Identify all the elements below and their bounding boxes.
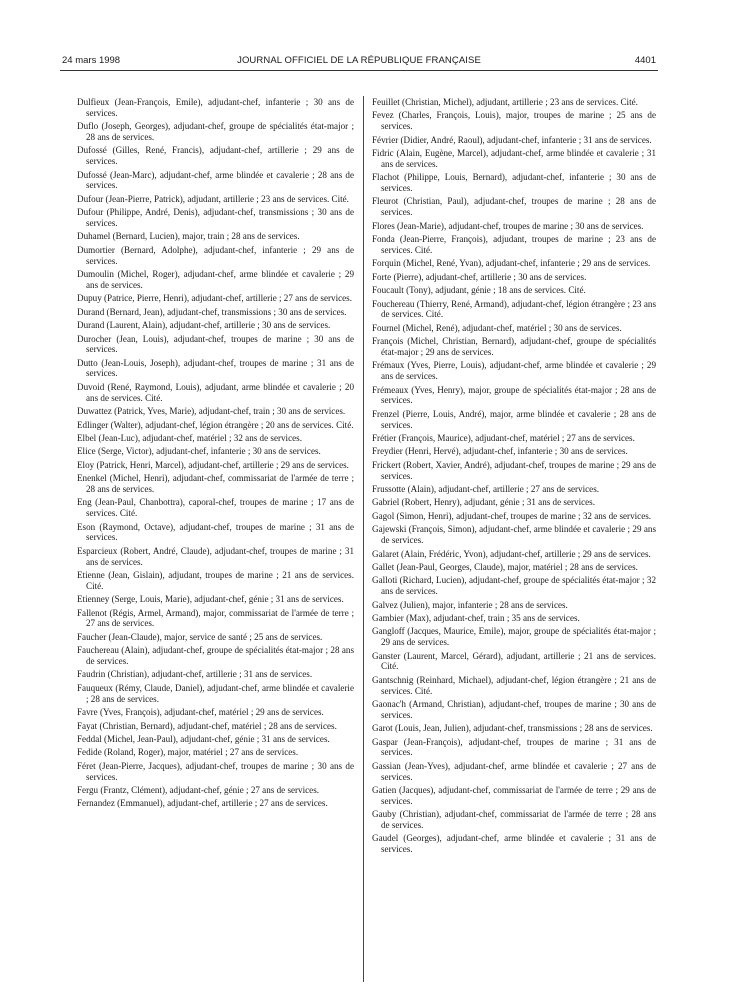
list-item: Fauchereau (Alain), adjudant-chef, groupe de spécialités état-major ; 28 ans de services. [77,645,354,666]
list-item: Elice (Serge, Victor), adjudant-chef, infanterie ; 30 ans de services. [77,446,321,457]
list-item: Garot (Louis, Jean, Julien), adjudant-chef, transmissions ; 28 ans de services. [372,723,653,734]
list-item: Durocher (Jean, Louis), adjudant-chef, troupes de marine ; 30 ans de services. [77,333,354,355]
list-item: Fergu (Frantz, Clément), adjudant-chef, génie ; 27 ans de services. [77,785,320,795]
list-item: François (Michel, Christian, Bernard), adjudant-chef, groupe de spécialités état-major ; 29 ans de services. [372,336,656,357]
list-item: Fernandez (Emmanuel), adjudant-chef, artillerie ; 27 ans de services. [77,798,328,809]
list-item: Duvoid (René, Raymond, Louis), adjudant, arme blindée et cavalerie ; 20 ans de services. Cité. [77,381,354,403]
list-item: Dufossé (Gilles, René, Francis), adjudant-chef, artillerie ; 29 ans de services. [77,145,354,167]
list-item: Frenzel (Pierre, Louis, André), major, arme blindée et cavalerie ; 28 ans de services. [372,408,656,430]
list-item: Galloti (Richard, Lucien), adjudant-chef, groupe de spécialités état-major ; 32 ans de services. [372,575,656,597]
list-item: Forquin (Michel, René, Yvan), adjudant-chef, infanterie ; 29 ans de services. [372,258,651,269]
list-item: Fayat (Christian, Bernard), adjudant-chef, matériel ; 28 ans de services. [77,720,337,731]
list-item: Elbel (Jean-Luc), adjudant-chef, matériel ; 32 ans de services. [77,432,302,443]
list-item: Ganster (Laurent, Marcel, Gérard), adjudant, artillerie ; 21 ans de services. Cité. [372,650,656,672]
list-item: Durand (Laurent, Alain), adjudant-chef, artillerie ; 30 ans de services. [77,320,331,331]
list-item: Foucault (Tony), adjudant, génie ; 18 ans de services. Cité. [372,285,586,296]
list-item: Gaspar (Jean-François), adjudant-chef, troupes de marine ; 31 ans de services. [372,736,656,758]
list-item: Frétier (François, Maurice), adjudant-chef, matériel ; 27 ans de services. [372,432,635,443]
list-item: Gambier (Max), adjudant-chef, train ; 35 ans de services. [372,613,580,623]
right-column [372,97,656,858]
list-item: Durand (Bernard, Jean), adjudant-chef, transmissions ; 30 ans de services. [77,306,347,317]
list-item: Fallenot (Régis, Armel, Armand), major, commissariat de l'armée de terre ; 27 ans de services. [77,607,354,629]
list-item: Dulfieux (Jean-François, Emile), adjudant-chef, infanterie ; 30 ans de services. [77,97,354,118]
list-item: Février (Didier, André, Raoul), adjudant-chef, infanterie ; 31 ans de services. [372,134,652,145]
list-item: Gajewski (François, Simon), adjudant-chef, arme blindée et cavalerie ; 29 ans de services. [372,524,656,546]
header-date: 24 mars 1998 [62,55,121,66]
list-item: Fevez (Charles, François, Louis), major, troupes de marine ; 25 ans de services. [372,110,656,132]
list-item: Dufour (Jean-Pierre, Patrick), adjudant, artillerie ; 23 ans de services. Cité. [77,193,349,204]
list-item: Duhamel (Bernard, Lucien), major, train ; 28 ans de services. [77,231,300,242]
list-item: Gallet (Jean-Paul, Georges, Claude), major, matériel ; 28 ans de services. [372,561,638,572]
list-item: Feddal (Michel, Jean-Paul), adjudant-chef, génie ; 31 ans de services. [77,733,330,744]
list-item: Faudrin (Christian), adjudant-chef, artillerie ; 31 ans de services. [77,669,313,680]
list-item: Fouchereau (Thierry, René, Armand), adjudant-chef, légion étrangère ; 23 ans de services. Cité. [372,298,656,320]
list-item: Etienney (Serge, Louis, Marie), adjudant-chef, génie ; 31 ans de services. [77,594,344,605]
list-item: Flachot (Philippe, Louis, Bernard), adjudant-chef, infanterie ; 30 ans de services. [372,172,656,193]
list-item: Favre (Yves, François), adjudant-chef, matériel ; 29 ans de services. [77,707,324,718]
list-item: Gagol (Simon, Henri), adjudant-chef, troupes de marine ; 32 ans de services. [372,510,652,521]
list-item: Frussotte (Alain), adjudant-chef, artillerie ; 27 ans de services. [372,484,600,494]
column-divider [363,96,364,982]
list-item: Dupuy (Patrice, Pierre, Henri), adjudant-chef, artillerie ; 27 ans de services. [77,293,352,304]
list-item: Edlinger (Walter), adjudant-chef, légion étrangère ; 20 ans de services. Cité. [77,419,354,430]
page-header [62,55,656,69]
list-item: Eloy (Patrick, Henri, Marcel), adjudant-chef, artillerie ; 29 ans de services. [77,459,349,470]
list-item: Dumortier (Bernard, Adolphe), adjudant-chef, infanterie ; 29 ans de services. [77,244,354,266]
list-item: Enenkel (Michel, Henri), adjudant-chef, commissariat de l'armée de terre ; 28 ans de services. [77,473,354,494]
list-item: Gatien (Jacques), adjudant-chef, commissariat de l'armée de terre ; 29 ans de services. [372,785,656,806]
header-rule [60,70,658,71]
list-item: Dufossé (Jean-Marc), adjudant-chef, arme blindée et cavalerie ; 28 ans de services. [77,169,354,191]
list-item: Galaret (Alain, Frédéric, Yvon), adjudant-chef, artillerie ; 29 ans de services. [372,548,651,559]
journal-title: JOURNAL OFFICIEL DE LA RÉPUBLIQUE FRANÇAISE [237,55,481,66]
list-item: Fauqueux (Rémy, Claude, Daniel), adjudant-chef, arme blindée et cavalerie ; 28 ans de services. [77,682,354,704]
list-item: Gaonac'h (Armand, Christian), adjudant-chef, troupes de marine ; 30 ans de services. [372,699,656,720]
list-item: Gantschnig (Reinhard, Michael), adjudant-chef, légion étrangère ; 21 ans de services. Cité. [372,674,656,696]
list-item: Frémeaux (Yves, Henry), major, groupe de spécialités état-major ; 28 ans de services. [372,384,656,406]
list-item: Forte (Pierre), adjudant-chef, artillerie ; 30 ans de services. [372,271,587,282]
left-column [77,97,354,812]
list-item: Fidric (Alain, Eugène, Marcel), adjudant-chef, arme blindée et cavalerie ; 31 ans de services. [372,148,656,169]
list-item: Gassian (Jean-Yves), adjudant-chef, arme blindée et cavalerie ; 27 ans de services. [372,760,656,782]
list-item: Duflo (Joseph, Georges), adjudant-chef, groupe de spécialités état-major ; 28 ans de services. [77,121,354,142]
list-item: Fonda (Jean-Pierre, François), adjudant, troupes de marine ; 23 ans de services. Cité. [372,234,656,255]
list-item: Dufour (Philippe, André, Denis), adjudant-chef, transmissions ; 30 ans de services. [77,207,354,228]
list-item: Gabriel (Robert, Henry), adjudant, génie ; 31 ans de services. [372,497,595,508]
list-item: Faucher (Jean-Claude), major, service de santé ; 25 ans de services. [77,631,323,642]
list-item: Gaudel (Georges), adjudant-chef, arme blindée et cavalerie ; 31 ans de services. [372,833,656,855]
list-item: Gauby (Christian), adjudant-chef, commissariat de l'armée de terre ; 28 ans de services. [372,809,656,830]
list-item: Dumoulin (Michel, Roger), adjudant-chef, arme blindée et cavalerie ; 29 ans de services. [77,269,354,290]
list-item: Flores (Jean-Marie), adjudant-chef, troupes de marine ; 30 ans de services. [372,220,644,231]
list-item: Freydier (Henri, Hervé), adjudant-chef, infanterie ; 30 ans de services. [372,446,628,457]
list-item: Feuillet (Christian, Michel), adjudant, artillerie ; 23 ans de services. Cité. [372,97,638,107]
list-item: Gangloff (Jacques, Maurice, Emile), major, groupe de spécialités état-major ; 29 ans de services. [372,626,656,648]
list-item: Duwattez (Patrick, Yves, Marie), adjudant-chef, train ; 30 ans de services. [77,406,346,417]
list-item: Etienne (Jean, Gislain), adjudant, troupes de marine ; 21 ans de services. Cité. [77,570,354,591]
list-item: Dutto (Jean-Louis, Joseph), adjudant-chef, troupes de marine ; 31 ans de services. [77,357,354,379]
list-item: Esparcieux (Robert, André, Claude), adjudant-chef, troupes de marine ; 31 ans de services. [77,545,354,567]
list-item: Eson (Raymond, Octave), adjudant-chef, troupes de marine ; 31 ans de services. [77,521,354,543]
list-item: Galvez (Julien), major, infanterie ; 28 ans de services. [372,599,568,610]
list-item: Frickert (Robert, Xavier, André), adjudant-chef, troupes de marine ; 29 ans de services. [372,459,656,481]
list-item: Féret (Jean-Pierre, Jacques), adjudant-chef, troupes de marine ; 30 ans de services. [77,760,354,782]
list-item: Frémaux (Yves, Pierre, Louis), adjudant-chef, arme blindée et cavalerie ; 29 ans de services. [372,360,656,382]
list-item: Fleurot (Christian, Paul), adjudant-chef, troupes de marine ; 28 ans de services. [372,196,656,218]
list-item: Fournel (Michel, René), adjudant-chef, matériel ; 30 ans de services. [372,322,622,333]
list-item: Fedide (Roland, Roger), major, matériel ; 27 ans de services. [77,747,299,758]
page-number: 4401 [634,55,656,66]
list-item: Eng (Jean-Paul, Chanbottra), caporal-chef, troupes de marine ; 17 ans de services. Cité. [77,497,354,519]
